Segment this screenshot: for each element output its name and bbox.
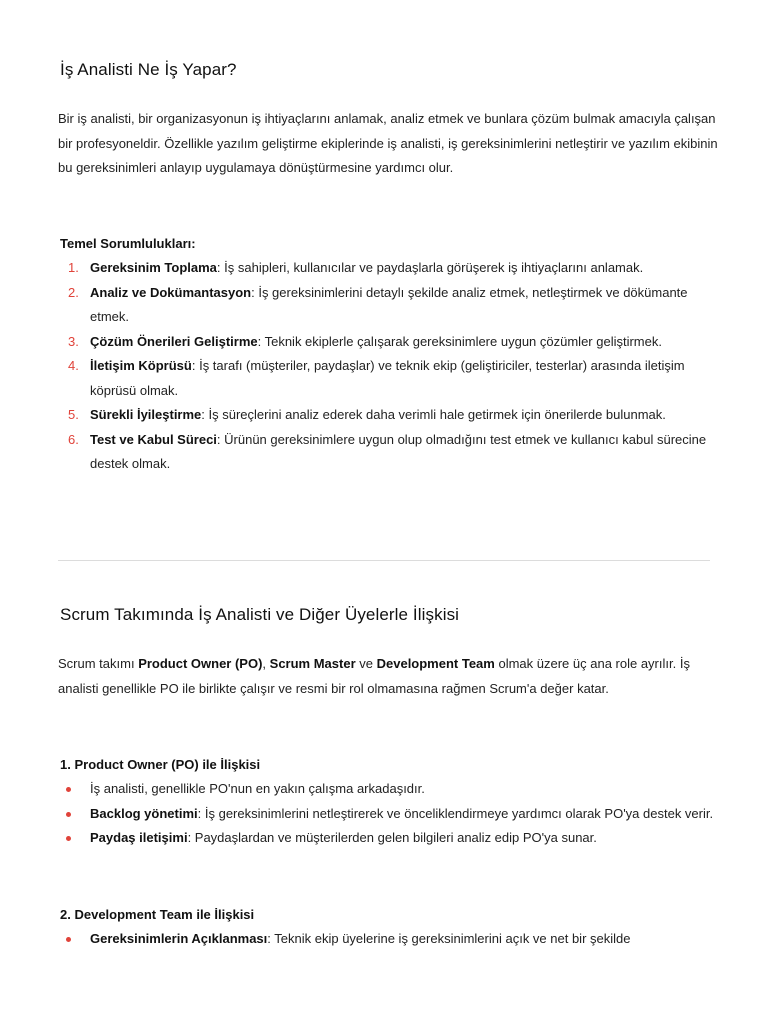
- item-term: Paydaş iletişimi: [90, 830, 188, 845]
- responsibility-item: [58, 403, 718, 428]
- subsection-heading-po: [60, 753, 260, 778]
- responsibilities-list: [58, 256, 718, 477]
- responsibility-text: : İş sahipleri, kullanıcılar ve paydaşlarla görüşerek iş ihtiyaçlarını anlamak.: [216, 260, 644, 275]
- list-number: 1.: [68, 260, 79, 275]
- list-item: [58, 927, 718, 952]
- section-title-is-analisti: İş Analisti Ne İş Yapar?: [60, 60, 237, 79]
- responsibility-item: [58, 330, 718, 355]
- subsection-suffix: ile İlişkisi: [198, 757, 261, 772]
- list-item: [58, 826, 718, 851]
- responsibility-text: : İş gereksinimlerini detaylı şekilde analiz etmek, netleştirmek ve dökümante etmek.: [90, 284, 688, 324]
- scrum-intro-text: ve: [355, 656, 377, 671]
- list-item: [58, 777, 718, 802]
- subsection-heading-dev-team: [60, 903, 254, 928]
- list-number: 4.: [68, 358, 79, 373]
- subsection-suffix: ile İlişkisi: [192, 907, 255, 922]
- responsibility-item: [58, 354, 718, 403]
- list-number: 3.: [68, 333, 79, 349]
- list-number: 5.: [68, 407, 79, 422]
- item-text: İş analisti, genellikle PO'nun en yakın çalışma arkadaşıdır.: [90, 781, 425, 796]
- responsibilities-heading: Temel Sorumlulukları:: [60, 236, 196, 251]
- scrum-intro-paragraph: [58, 652, 718, 701]
- section-title-scrum: Scrum Takımında İş Analisti ve Diğer Üyelerle İlişkisi: [60, 605, 460, 624]
- dev-team-relation-list: [58, 927, 718, 952]
- responsibility-item: [58, 256, 718, 281]
- list-number: 2.: [68, 284, 79, 300]
- responsibility-term: Çözüm Önerileri Geliştirme: [90, 333, 258, 349]
- bullet-icon: [66, 787, 71, 792]
- responsibility-term: Test ve Kabul Süreci: [90, 431, 217, 447]
- subsection-prefix: 2.: [60, 907, 75, 922]
- item-text: : Paydaşlardan ve müşterilerden gelen bilgileri analiz edip PO'ya sunar.: [187, 830, 597, 845]
- subsection-term: Development Team: [74, 907, 193, 922]
- intro-paragraph: Bir iş analisti, bir organizasyonun iş ihtiyaçlarını anlamak, analiz etmek ve bunlara çözüm bulmak amacıyla çalışan bir profesyoneldir. Özellikle yazılım geliştirme ekiplerinde iş analisti, iş gereksinimlerini netleştirir ve yazılım ekibinin bu gereksinimleri anlayıp uygulamaya dönüştürmesine yardımcı olur.: [58, 111, 718, 175]
- subsection-term: Product Owner (PO): [74, 757, 199, 772]
- scrum-intro-text: olmak üzere üç ana role ayrılır. İş analisti genellikle PO ile birlikte çalışır ve resmi bir rol olmamasına rağmen Scrum'a değer katar.: [58, 656, 690, 696]
- responsibility-item: [58, 428, 718, 477]
- item-text: : İş gereksinimlerini netleştirerek ve önceliklendirmeye yardımcı olarak PO'ya destek verir.: [197, 805, 714, 821]
- responsibility-term: Sürekli İyileştirme: [90, 407, 202, 422]
- po-relation-list: [58, 777, 718, 851]
- list-item: [58, 802, 718, 827]
- role-development-team: Development Team: [376, 656, 495, 671]
- section-divider: [58, 560, 710, 561]
- list-number: 6.: [68, 431, 79, 447]
- subsection-prefix: 1.: [60, 757, 75, 772]
- bullet-icon: [66, 812, 71, 817]
- item-term: Backlog yönetimi: [90, 805, 198, 821]
- responsibility-item: [58, 281, 718, 330]
- responsibility-text: : İş tarafı (müşteriler, paydaşlar) ve teknik ekip (geliştiriciler, testerlar) arasında iletişim köprüsü olmak.: [90, 358, 685, 398]
- role-scrum-master: Scrum Master: [269, 656, 356, 671]
- responsibility-term: Analiz ve Dokümantasyon: [90, 284, 252, 300]
- item-term: Gereksinimlerin Açıklanması: [90, 931, 268, 946]
- bullet-icon: [66, 836, 71, 841]
- role-product-owner: Product Owner (PO): [138, 656, 263, 671]
- responsibility-text: : Teknik ekiplerle çalışarak gereksinimlere uygun çözümler geliştirmek.: [257, 333, 662, 349]
- scrum-intro-text: ,: [262, 656, 270, 671]
- item-text: : Teknik ekip üyelerine iş gereksinimlerini açık ve net bir şekilde: [267, 931, 631, 946]
- bullet-icon: [66, 937, 71, 942]
- responsibility-term: İletişim Köprüsü: [90, 358, 192, 373]
- scrum-intro-text: Scrum takımı: [58, 656, 139, 671]
- responsibility-term: Gereksinim Toplama: [90, 260, 217, 275]
- responsibility-text: : Ürünün gereksinimlere uygun olup olmadığını test etmek ve kullanıcı kabul sürecine destek olmak.: [90, 431, 707, 471]
- responsibility-text: : İş süreçlerini analiz ederek daha verimli hale getirmek için önerilerde bulunmak.: [201, 407, 666, 422]
